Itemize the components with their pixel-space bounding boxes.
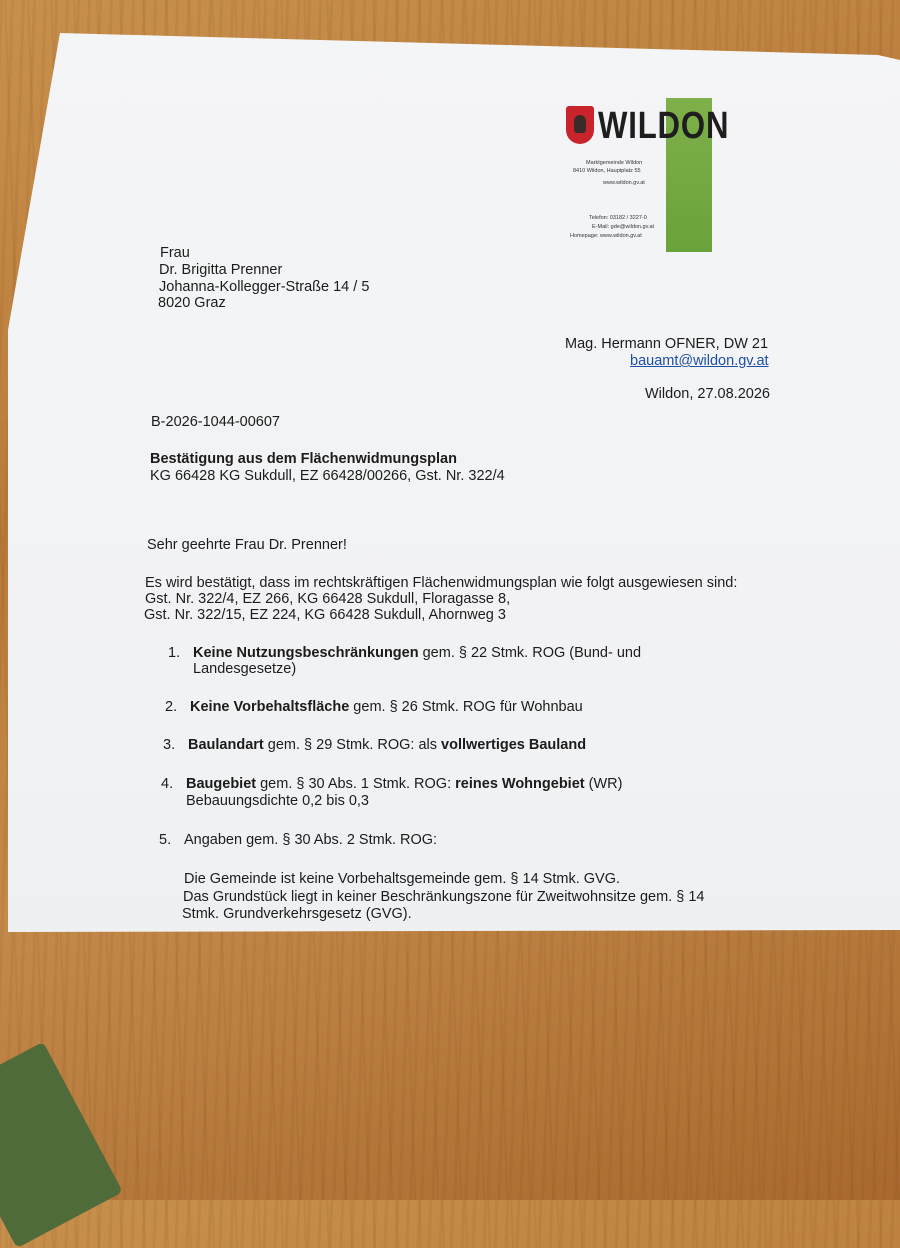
place-date: Wildon, 27.08.2026 [645,386,770,402]
sender-phone: Telefon: 03182 / 3227-0 [589,215,647,221]
intro-line2: Gst. Nr. 322/4, EZ 266, KG 66428 Sukdull, Floragasse 8, [145,591,511,607]
list-item-text: gem. § 22 Stmk. ROG (Bund- und [418,645,642,661]
list-item-number: 4. [161,776,174,792]
reference-number: B-2026-1044-00607 [151,414,280,430]
list-item-bold: Baugebiet [186,776,257,792]
list-item-bold: Keine Vorbehaltsfläche [190,699,350,715]
list-item [188,737,586,754]
closing-line1: Die Gemeinde ist keine Vorbehaltsgemeinde gem. § 14 Stmk. GVG. [184,871,621,887]
sender-line3: www.wildon.gv.at [603,180,645,186]
list-item-bold: Keine Nutzungsbeschränkungen [193,645,419,661]
list-item-text: gem. § 30 Abs. 1 Stmk. ROG: [256,776,456,792]
list-item-number: 1. [168,645,181,661]
recipient-city: 8020 Graz [158,295,226,311]
list-item [186,776,622,793]
list-item-bold: Baulandart [188,737,264,753]
list-item-text: gem. § 26 Stmk. ROG für Wohnbau [349,699,583,715]
subject-title: Bestätigung aus dem Flächenwidmungsplan [150,451,457,467]
list-item-continuation: Landesgesetze) [193,661,297,677]
list-item-text: Angaben gem. § 30 Abs. 2 Stmk. ROG: [184,832,438,848]
list-item-number: 5. [159,832,172,848]
sender-line2: 8410 Wildon, Hauptplatz 55 [573,168,641,174]
intro-line3: Gst. Nr. 322/15, EZ 224, KG 66428 Sukdull, Ahornweg 3 [144,607,506,623]
greeting: Sehr geehrte Frau Dr. Prenner! [147,537,347,553]
list-item-text: gem. § 29 Stmk. ROG: als [263,737,442,753]
official-email-link[interactable]: bauamt@wildon.gv.at [630,353,769,369]
official-name: Mag. Hermann OFNER, DW 21 [565,336,769,352]
sender-line1: Marktgemeinde Wildon [586,160,643,166]
logo-wordmark: WILDON [598,105,730,147]
recipient-salutation: Frau [160,245,190,261]
closing-line3: Stmk. Grundverkehrsgesetz (GVG). [182,906,412,922]
sender-homepage: Homepage: www.wildon.gv.at [570,233,642,239]
coat-of-arms-icon [566,106,594,144]
recipient-name: Dr. Brigitta Prenner [159,262,283,278]
list-item-bold2: vollwertiges Bauland [441,737,587,753]
sender-email: E-Mail: gde@wildon.gv.at [592,224,655,230]
subject-detail: KG 66428 KG Sukdull, EZ 66428/00266, Gst. Nr. 322/4 [150,468,505,484]
list-item [190,699,583,716]
intro-line1: Es wird bestätigt, dass im rechtskräftigen Flächenwidmungsplan wie folgt ausgewiesen sind: [145,575,738,591]
list-item-number: 2. [165,699,178,715]
list-item-text2: (WR) [584,776,623,792]
recipient-street: Johanna-Kollegger-Straße 14 / 5 [159,279,370,295]
closing-line2: Das Grundstück liegt in keiner Beschränkungszone für Zweitwohnsitze gem. § 14 [183,889,705,905]
list-item-bold2: reines Wohngebiet [455,776,585,792]
list-item-continuation: Bebauungsdichte 0,2 bis 0,3 [186,793,369,809]
list-item-number: 3. [163,737,176,753]
list-item [193,645,641,662]
